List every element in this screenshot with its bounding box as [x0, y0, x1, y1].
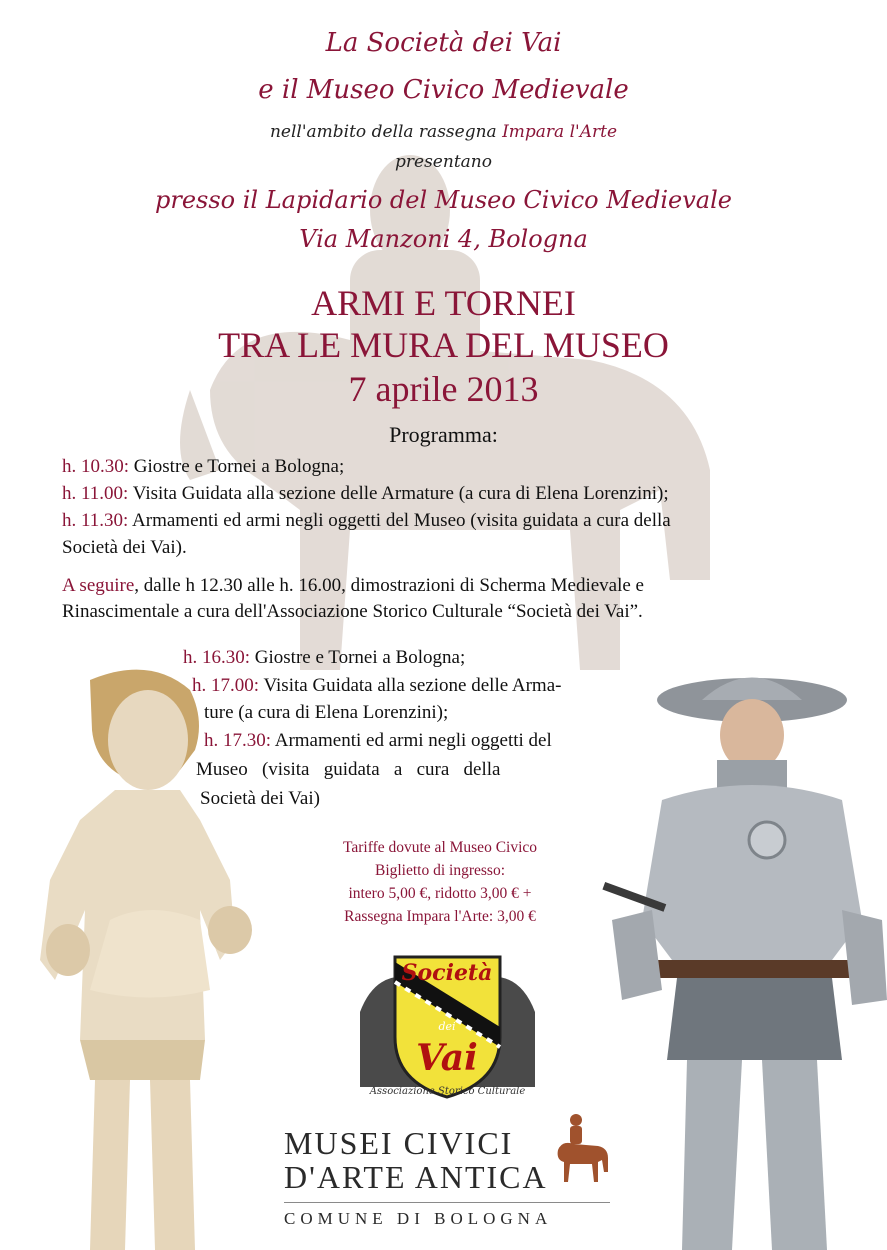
vai-logo-mid: dei: [438, 1020, 456, 1033]
program-text: Giostre e Tornei a Bologna;: [133, 456, 345, 477]
statue-image: [20, 660, 270, 1250]
note-highlight: A seguire: [62, 575, 135, 596]
presentano-line: presentano: [395, 152, 492, 172]
note-line-1: , dalle h 12.30 alle h. 16.00, dimostrazioni di Scherma Medievale e: [134, 575, 644, 596]
ambito-prefix: nell'ambito della rassegna: [269, 122, 497, 142]
vai-logo-subtitle: Associazione Storico Culturale: [369, 1086, 526, 1097]
program-text: Giostre e Tornei a Bologna;: [254, 647, 466, 668]
program-time: h. 11.30:: [62, 510, 129, 531]
demo-note: [62, 573, 832, 625]
program-time: h. 17.00:: [192, 675, 260, 696]
organizer-line-2: e il Museo Civico Medievale: [258, 75, 629, 105]
vai-logo-bottom: Vai: [416, 1037, 478, 1079]
program-text: Visita Guidata alla sezione delle Armature (a cura di Elena Lorenzini);: [132, 483, 669, 504]
tariffs-line-3: intero 5,00 €, ridotto 3,00 € +: [348, 885, 532, 902]
knight-image: [592, 660, 887, 1250]
note-line-2: Rinascimentale a cura dell'Associazione Storico Culturale “Società dei Vai”.: [62, 601, 643, 622]
musei-logo-line-2: D'ARTE ANTICA: [284, 1159, 548, 1195]
event-date: 7 aprile 2013: [348, 369, 539, 409]
program-item: [62, 508, 671, 534]
tariffs-line-4: Rassegna Impara l'Arte: 3,00 €: [344, 908, 536, 925]
title-line-1: ARMI E TORNEI: [311, 283, 576, 323]
organizer-line-1: La Società dei Vai: [325, 28, 562, 58]
program-time: h. 11.00:: [62, 483, 129, 504]
program-text-cont: Museo (visita guidata a cura della: [196, 759, 501, 780]
rider-icon: [552, 1110, 614, 1188]
program-text: Armamenti ed armi negli oggetti del Museo (visita guidata a cura della: [132, 510, 671, 531]
program-time: h. 17.30:: [204, 730, 272, 751]
program-text: Visita Guidata alla sezione delle Arma-: [263, 675, 562, 696]
vai-logo-top: Società: [401, 960, 493, 986]
program-label: Programma:: [389, 422, 498, 447]
musei-logo-divider: [284, 1202, 610, 1203]
tariffs-line-1: Tariffe dovute al Museo Civico: [342, 839, 538, 856]
musei-logo-line-1: MUSEI CIVICI: [284, 1125, 514, 1161]
tariffs-line-2: Biglietto di ingresso:: [374, 862, 506, 879]
tariffs-block: [290, 836, 590, 928]
program-item: [62, 454, 344, 480]
program-time: h. 10.30:: [62, 456, 130, 477]
program-text-cont: Società dei Vai).: [62, 537, 187, 558]
ambito-line: [0, 122, 887, 142]
program-time: h. 16.30:: [183, 647, 251, 668]
program-item: [62, 481, 669, 507]
program-text-cont: ture (a cura di Elena Lorenzini);: [204, 702, 449, 723]
title-line-2: TRA LE MURA DEL MUSEO: [218, 325, 669, 365]
musei-logo-line-3: COMUNE DI BOLOGNA: [284, 1209, 553, 1228]
program-text-cont: Società dei Vai): [200, 788, 320, 809]
venue-line-2: Via Manzoni 4, Bologna: [299, 225, 588, 253]
ambito-highlight: Impara l'Arte: [502, 122, 618, 142]
venue-line-1: presso il Lapidario del Museo Civico Medievale: [155, 186, 732, 214]
societa-dei-vai-logo: [355, 952, 540, 1102]
program-text: Armamenti ed armi negli oggetti del: [274, 730, 552, 751]
